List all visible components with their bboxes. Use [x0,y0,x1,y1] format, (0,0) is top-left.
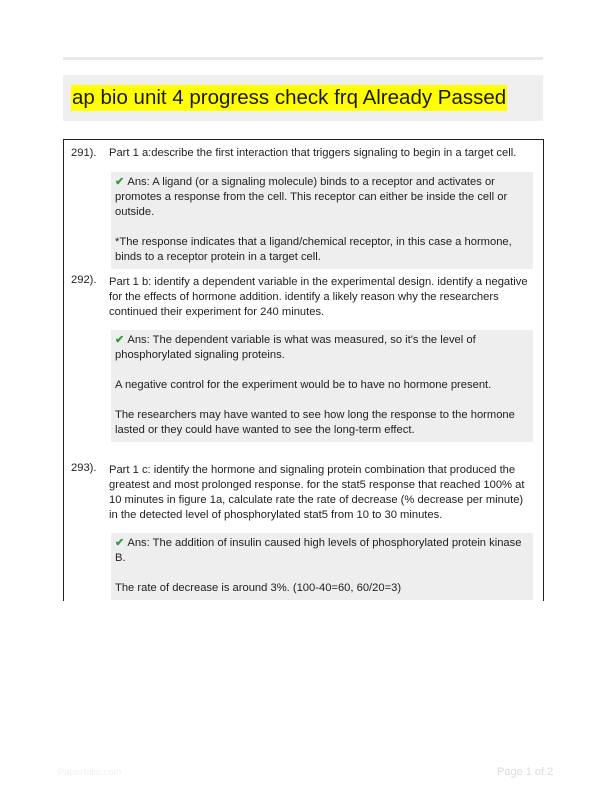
check-icon: ✔ [115,176,125,188]
document-title: ap bio unit 4 progress check frq Already Passed [72,86,507,109]
answer-paragraph: The rate of decrease is around 3%. (100-40=60, 60/20=3) [115,582,402,594]
answer-paragraph: *The response indicates that a ligand/chemical receptor, in this case a hormone, binds to a receptor protein in a target cell. [115,236,512,263]
question-number: 291). [71,147,97,159]
answer-paragraph: ✔ Ans: A ligand (or a signaling molecule) binds to a receptor and activates or promotes a response from the cell. This receptor can either be inside the cell or outside. [115,176,508,218]
answer-box [111,533,533,600]
check-icon: ✔ [115,334,125,346]
top-divider [63,57,543,60]
answer-paragraph: A negative control for the experiment would be to have no hormone present. [115,379,492,391]
question-text: Part 1 c: identify the hormone and signaling protein combination that produced the greatest and most prolonged response. for the stat5 response that reached 100% at 10 minutes in figure 1a, calculate rate the rate of decrease (% decrease per minute) in the detected level of phosphorylated stat5 from 10 to 30 minutes. [109,464,525,521]
question-number: 293). [71,462,97,474]
title-banner [63,75,543,121]
question-number: 292). [71,274,97,286]
qa-frame [63,139,544,601]
answer-box [111,330,533,442]
answer-paragraph: ✔ Ans: The dependent variable is what was measured, so it's the level of phosphorylated signaling proteins. [115,334,476,361]
question-text: Part 1 b: identify a dependent variable in the experimental design. identify a negative for the effects of hormone addition. identify a likely reason why the researchers continued their experiment for 240 minutes. [109,276,528,318]
page-indicator: Page 1 of 2 [497,766,554,778]
answer-box [111,172,533,269]
answer-paragraph: ✔ Ans: The addition of insulin caused high levels of phosphorylated protein kinase B. [115,537,522,564]
footer-watermark: Paperfolio.com [58,767,122,778]
answer-paragraph: The researchers may have wanted to see how long the response to the hormone lasted or they could have wanted to see the long-term effect. [115,409,515,436]
check-icon: ✔ [115,537,125,549]
question-text: Part 1 a:describe the first interaction that triggers signaling to begin in a target cell. [109,147,517,159]
